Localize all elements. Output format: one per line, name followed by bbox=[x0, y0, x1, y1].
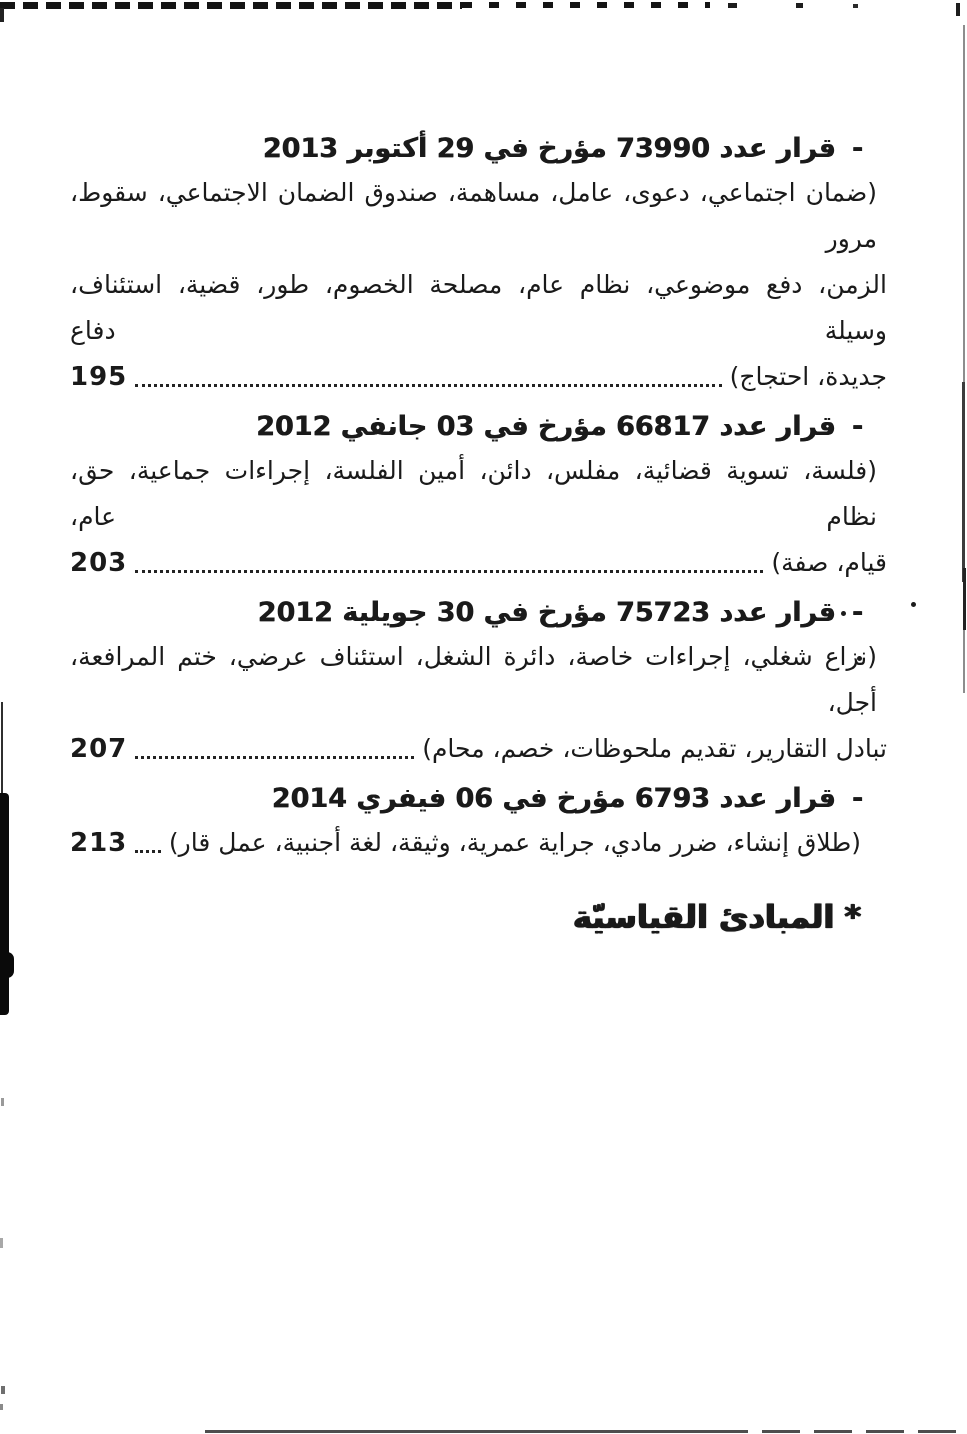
entry-description-line: (نزاع شغلي، إجراءات خاصة، دائرة الشغل، استئناف عرضي، ختم المرافعة، أجل، bbox=[70, 642, 877, 717]
entry-description-line: الزمن، دفع موضوعي، نظام عام، مصلحة الخصوم، طور، قضية، استئناف، وسيلة دفاع bbox=[70, 270, 887, 345]
entry-description-line: (فلسة، تسوية قضائية، مفلس، دائن، أمين الفلسة، إجراءات جماعية، حق، نظام عام، bbox=[70, 456, 877, 531]
asterisk-marker: * bbox=[844, 898, 861, 936]
page-number: 203 bbox=[70, 548, 128, 578]
entry-description-last-line bbox=[70, 820, 887, 866]
scan-artifact-left-edge-line bbox=[1, 702, 3, 794]
entry-description-end: قيام، صفة) bbox=[771, 548, 887, 577]
scan-artifact-right-edge-line-dark bbox=[962, 382, 965, 582]
dot-leader bbox=[135, 384, 721, 387]
section-heading bbox=[70, 894, 887, 940]
table-of-contents bbox=[70, 122, 887, 940]
dash-bullet: - bbox=[851, 597, 863, 628]
page-number: 207 bbox=[70, 734, 128, 764]
entry-heading bbox=[70, 592, 887, 634]
scan-artifact-left-top-mark bbox=[0, 8, 4, 22]
scan-artifact-right-edge-line-dark bbox=[963, 568, 966, 630]
entry-description-last-line bbox=[70, 726, 887, 772]
scan-artifact-top-edge-dashes-sparse bbox=[462, 2, 710, 8]
scan-artifact-right-edge-line bbox=[963, 25, 965, 693]
scan-artifact-left-speck bbox=[0, 1404, 3, 1410]
entry-heading-text: قرار عدد 6793 مؤرخ في 06 فيفري 2014 bbox=[271, 783, 836, 814]
toc-entry bbox=[70, 592, 887, 772]
scan-artifact-top-right-mark bbox=[956, 3, 960, 16]
entry-description-last-line bbox=[70, 540, 887, 586]
scan-artifact-left-speck bbox=[1, 1386, 5, 1394]
scan-artifact-bottom-edge-dashes bbox=[710, 1430, 967, 1433]
scan-artifact-left-blob bbox=[0, 952, 14, 978]
section-heading-text: المبادئ القياسيّة bbox=[572, 898, 835, 936]
entry-description-end: (طلاق إنشاء، ضرر مادي، جراية عمرية، وثيقة، لغة أجنبية، عمل قار) bbox=[168, 828, 861, 857]
entry-heading bbox=[70, 406, 887, 448]
scan-artifact-top-speck bbox=[853, 4, 858, 8]
toc-entry bbox=[70, 406, 887, 586]
entry-description-line: (ضمان اجتماعي، دعوى، عامل، مساهمة، صندوق الضمان الاجتماعي، سقوط، مرور bbox=[70, 178, 877, 253]
entry-heading-text: قرار عدد 73990 مؤرخ في 29 أكتوبر 2013 bbox=[262, 133, 836, 164]
entry-heading-text: قرار عدد 66817 مؤرخ في 03 جانفي 2012 bbox=[255, 411, 836, 442]
scan-artifact-top-speck bbox=[796, 3, 803, 8]
toc-entry bbox=[70, 128, 887, 400]
dot-leader bbox=[135, 756, 414, 759]
dot-leader bbox=[135, 850, 161, 853]
page-number: 195 bbox=[70, 362, 128, 392]
ink-speck bbox=[911, 602, 916, 607]
dash-bullet: - bbox=[851, 133, 863, 164]
scan-artifact-left-speck bbox=[1, 1098, 4, 1106]
page-number: 213 bbox=[70, 828, 128, 858]
entry-heading-text: قرار عدد 75723 مؤرخ في 30 جويلية 2012 bbox=[257, 597, 836, 628]
dash-bullet: - bbox=[851, 783, 863, 814]
entry-description-last-line bbox=[70, 354, 887, 400]
entry-description-end: جديدة، احتجاج) bbox=[729, 362, 887, 391]
scan-artifact-left-black-bar bbox=[0, 793, 9, 1015]
scan-artifact-top-speck bbox=[728, 3, 737, 8]
scan-artifact-bottom-edge-line bbox=[205, 1430, 710, 1433]
dot-leader bbox=[135, 570, 763, 573]
dash-bullet: - bbox=[851, 411, 863, 442]
scan-artifact-left-speck bbox=[0, 1238, 3, 1248]
scan-artifact-top-edge-dashes bbox=[0, 2, 462, 9]
entry-heading bbox=[70, 128, 887, 170]
entry-description-end: تبادل التقارير، تقديم ملحوظات، خصم، محام) bbox=[422, 734, 887, 763]
toc-entry bbox=[70, 778, 887, 866]
entry-heading bbox=[70, 778, 887, 820]
